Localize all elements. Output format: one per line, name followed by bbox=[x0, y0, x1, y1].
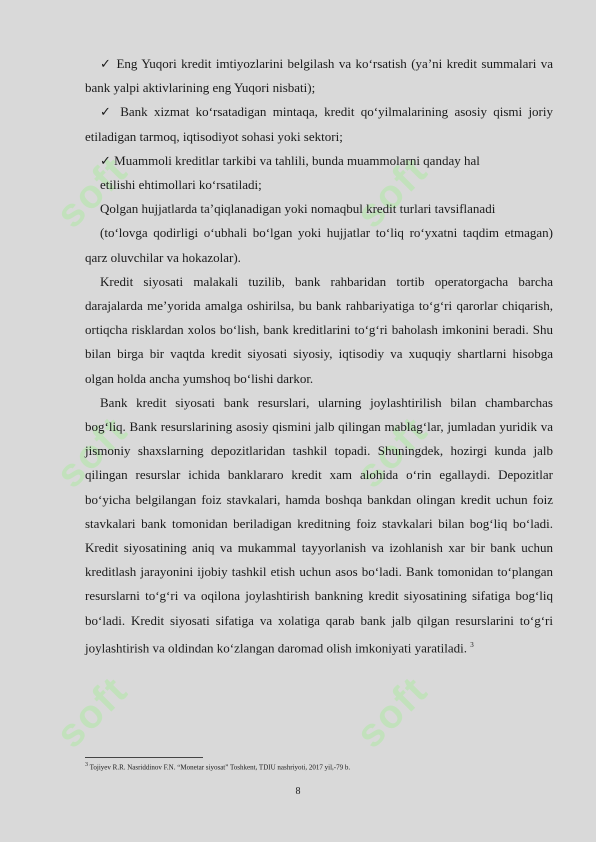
page-number: 8 bbox=[295, 786, 301, 797]
bullet-paragraph: ✓ Bank xizmat ko‘rsatadigan mintaqa, kredit qo‘yilmalarining asosiy qismi joriy etiladigan tarmoq, iqtisodiyot sohasi yoki sektori; bbox=[85, 104, 553, 144]
watermark: soft bbox=[348, 147, 437, 237]
watermark: soft bbox=[48, 407, 137, 497]
watermark: soft bbox=[348, 407, 437, 497]
footnote-reference[interactable]: 3 bbox=[470, 640, 474, 649]
paragraph-text: Bank kredit siyosati bank resurslari, ularning joylashtirilish bilan chambarchas bog‘liq. Bank resurslarining asosiy qismini jalb qilingan mablag‘lar, jumladan yuridik va jismoniy shaxslarning depozitlaridan tashkil topadi. Shuningdek, hozirgi kunda jalb qilingan resurslar ichida banklararo kredit xam alohida o‘rin egallaydi. Depozitlar bo‘yicha belgilangan foiz stavkalari, hamda boshqa bankdan olingan kredit uchun foiz stavkalari bank tomonidan beriladigan kreditning foiz stavkalari bilan bog‘liq bo‘ladi. Kredit siyosatining aniq va mukammal tayyorlanish va izohlanish xar bir bank uchun kreditlash jarayonini ijobiy tashkil etish uchun asos bo‘ladi. Bank tomonidan to‘plangan resurslarni to‘g‘ri va oqilona joylashtirish bankning kredit siyosatining sifatiga bog‘liq bo‘ladi. Kredit siyosati sifatiga va xolatiga qarab bank jalb qilgan resurslarini to‘g‘ri joylashtirish va oldindan ko‘zlangan daromad olish imkoniyati yaratiladi. bbox=[85, 394, 553, 656]
footnote-divider bbox=[85, 757, 203, 758]
watermark: soft bbox=[348, 667, 437, 757]
footnote-text: Tojiyev R.R. Nasriddinov F.N. “Monetar siyosat” Toshkent, TDIU nashriyoti, 2017 yil,-79 b. bbox=[89, 763, 351, 772]
page-body bbox=[85, 52, 553, 660]
footnote bbox=[85, 760, 350, 772]
bullet-paragraph: ✓ Eng Yuqori kredit imtiyozlarini belgilash va ko‘rsatish (ya’ni kredit summalari va bank yalpi aktivlarining eng Yuqori nisbati); bbox=[85, 56, 553, 96]
bullet-paragraph: ✓ Muammoli kreditlar tarkibi va tahlili, bunda muammolarni qanday hal bbox=[100, 152, 480, 168]
footnote-marker: 3 bbox=[85, 762, 88, 768]
paragraph: Kredit siyosati malakali tuzilib, bank rahbaridan tortib operatorgacha barcha darajalarda me’yorida amalga oshirilsa, bu bank rahbariyatiga to‘g‘ri qarorlar chiqarish, ortiqcha risklardan xolos bo‘lish, bank kreditlarini to‘g‘ri baholash imkonini beradi. Shu bilan birga bir vaqtda kredit siyosati siyosiy, iqtisodiy va xuquqiy shartlarni hisobga olgan holda ancha yumshoq bo‘lishi darkor. bbox=[85, 273, 553, 386]
paragraph bbox=[85, 391, 553, 661]
watermark: soft bbox=[48, 147, 137, 237]
watermark: soft bbox=[48, 667, 137, 757]
paragraph: (to‘lovga qodirligi o‘ubhali bo‘lgan yoki hujjatlar to‘liq ro‘yxatni taqdim etmagan) qarz oluvchilar va hokazolar). bbox=[85, 225, 553, 265]
paragraph: Qolgan hujjatlarda ta’qiqlanadigan yoki nomaqbul kredit turlari tavsiflanadi bbox=[100, 201, 496, 217]
paragraph: etilishi ehtimollari ko‘rsatiladi; bbox=[100, 177, 262, 193]
